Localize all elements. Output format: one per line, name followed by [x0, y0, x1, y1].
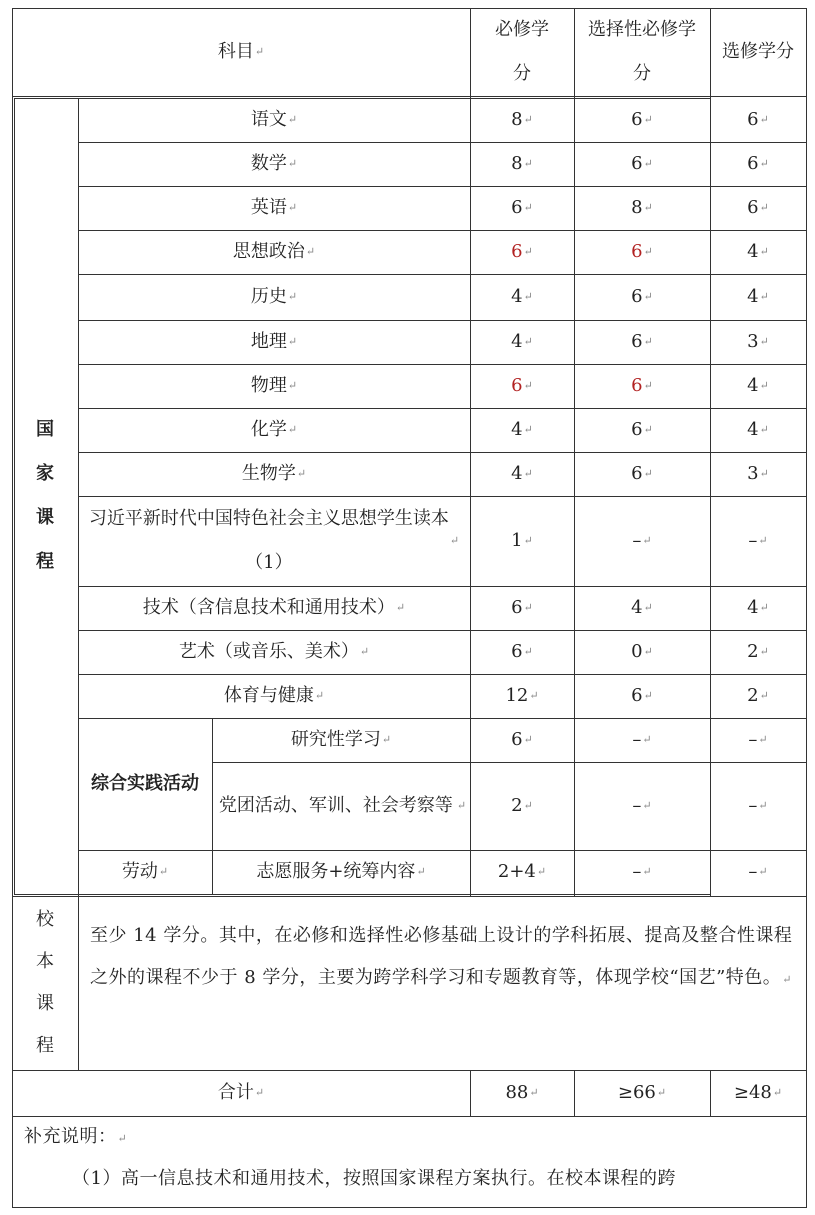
- subject-cell: 体育与健康 ↵: [223, 685, 325, 706]
- required-credit-cell: 6 ↵: [511, 729, 533, 750]
- subject-cell: 思想政治 ↵: [232, 241, 316, 262]
- required-credit-cell: 4 ↵: [511, 463, 533, 484]
- grid-line: [710, 8, 711, 896]
- elective-credit-cell: 6 ↵: [747, 109, 769, 130]
- required-credit-cell: 6 ↵: [511, 241, 533, 262]
- elective-credit-cell: 4 ↵: [747, 597, 769, 618]
- grid-line: [78, 586, 806, 587]
- subject-cell: 数学 ↵: [250, 153, 298, 174]
- grid-line: [78, 674, 806, 675]
- elective-required-credit-cell: – ↵: [632, 861, 652, 882]
- subject-cell: 党团活动、军训、社会考察等 ↵: [218, 795, 467, 816]
- grid-line: [78, 186, 806, 187]
- grid-line: [78, 850, 806, 851]
- grid-line: [212, 762, 806, 763]
- elective-credit-cell: 3 ↵: [747, 331, 769, 352]
- school-curriculum-text: 至少 14 学分。其中，在必修和选择性必修基础上设计的学科拓展、提高及整合性课程之外的课程不少于 8 学分，主要为跨学科学习和专题教育等，体现学校“国艺”特色。↵: [90, 925, 793, 988]
- school-curriculum-label: 校本课程: [36, 909, 54, 1056]
- elective-required-credit-cell: 6 ↵: [631, 286, 653, 307]
- header-elective: 选修学分: [722, 41, 794, 62]
- grid-line: [14, 98, 15, 894]
- grid-line: [78, 142, 806, 143]
- total-elective: ≥48 ↵: [733, 1082, 783, 1103]
- subject-cell: 艺术（或音乐、美术） ↵: [178, 641, 370, 662]
- total-elective-required: ≥66 ↵: [617, 1082, 667, 1103]
- elective-required-credit-cell: – ↵: [632, 530, 652, 551]
- elective-credit-cell: 2 ↵: [747, 685, 769, 706]
- subject-cell: 习近平新时代中国特色社会主义思想学生读本（1） ↵: [88, 508, 460, 573]
- grid-line: [710, 1070, 711, 1116]
- grid-line: [78, 496, 806, 497]
- required-credit-cell: 6 ↵: [511, 197, 533, 218]
- required-credit-cell: 4 ↵: [511, 331, 533, 352]
- required-credit-cell: 2 ↵: [511, 795, 533, 816]
- elective-credit-cell: – ↵: [748, 795, 768, 816]
- subject-cell: 英语 ↵: [250, 197, 298, 218]
- elective-required-credit-cell: 6 ↵: [631, 331, 653, 352]
- grid-line: [470, 1070, 471, 1116]
- practice-activity-label: 综合实践活动: [91, 773, 199, 794]
- elective-required-credit-cell: 6 ↵: [631, 419, 653, 440]
- grid-line: [78, 452, 806, 453]
- elective-credit-cell: – ↵: [748, 530, 768, 551]
- elective-required-credit-cell: 0 ↵: [631, 641, 653, 662]
- header-elective-required: 选择性必修学分: [588, 19, 696, 84]
- grid-line: [14, 98, 710, 99]
- grid-line: [12, 1070, 806, 1071]
- grid-line: [470, 8, 471, 896]
- header-subject: 科目 ↵: [217, 41, 265, 62]
- elective-credit-cell: – ↵: [748, 861, 768, 882]
- elective-credit-cell: 6 ↵: [747, 153, 769, 174]
- total-required: 88 ↵: [505, 1082, 539, 1103]
- grid-line: [78, 718, 806, 719]
- subject-cell: 语文 ↵: [250, 109, 298, 130]
- elective-credit-cell: 4 ↵: [747, 286, 769, 307]
- required-credit-cell: 6 ↵: [511, 641, 533, 662]
- grid-line: [78, 408, 806, 409]
- grid-line: [574, 1070, 575, 1116]
- grid-line: [78, 630, 806, 631]
- grid-line: [78, 230, 806, 231]
- grid-line: [78, 364, 806, 365]
- grid-line: [12, 896, 806, 897]
- subject-cell: 研究性学习 ↵: [290, 729, 392, 750]
- elective-credit-cell: 4 ↵: [747, 375, 769, 396]
- grid-line: [12, 8, 13, 1208]
- elective-required-credit-cell: 6 ↵: [631, 685, 653, 706]
- subject-cell: 生物学 ↵: [241, 463, 307, 484]
- header-required: 必修学分: [495, 19, 549, 84]
- required-credit-cell: 6 ↵: [511, 597, 533, 618]
- subject-cell: 化学 ↵: [250, 419, 298, 440]
- grid-line: [78, 320, 806, 321]
- required-credit-cell: 1 ↵: [511, 530, 533, 551]
- grid-line: [12, 96, 806, 97]
- elective-required-credit-cell: – ↵: [632, 795, 652, 816]
- grid-line: [212, 718, 213, 894]
- elective-credit-cell: 3 ↵: [747, 463, 769, 484]
- notes-line-1: （1）高一信息技术和通用技术，按照国家课程方案执行。在校本课程的跨: [72, 1168, 676, 1189]
- required-credit-cell: 6 ↵: [511, 375, 533, 396]
- grid-line: [78, 274, 806, 275]
- grid-line: [806, 8, 807, 1208]
- elective-required-credit-cell: 6 ↵: [631, 375, 653, 396]
- elective-required-credit-cell: 6 ↵: [631, 241, 653, 262]
- labor-label: 劳动 ↵: [121, 861, 169, 882]
- elective-credit-cell: 4 ↵: [747, 419, 769, 440]
- elective-required-credit-cell: 4 ↵: [631, 597, 653, 618]
- subject-cell: 地理 ↵: [250, 331, 298, 352]
- subject-cell: 志愿服务+统筹内容 ↵: [256, 861, 426, 882]
- elective-required-credit-cell: 6 ↵: [631, 109, 653, 130]
- subject-cell: 物理 ↵: [250, 375, 298, 396]
- subject-cell: 技术（含信息技术和通用技术） ↵: [142, 597, 406, 618]
- elective-required-credit-cell: – ↵: [632, 729, 652, 750]
- required-credit-cell: 8 ↵: [511, 153, 533, 174]
- grid-line: [12, 1207, 806, 1208]
- elective-required-credit-cell: 6 ↵: [631, 463, 653, 484]
- total-label: 合计 ↵: [217, 1082, 265, 1103]
- required-credit-cell: 8 ↵: [511, 109, 533, 130]
- elective-credit-cell: – ↵: [748, 729, 768, 750]
- required-credit-cell: 2+4 ↵: [497, 861, 547, 882]
- grid-line: [78, 98, 79, 1070]
- elective-credit-cell: 6 ↵: [747, 197, 769, 218]
- required-credit-cell: 4 ↵: [511, 286, 533, 307]
- grid-line: [12, 1116, 806, 1117]
- notes-title: 补充说明：↵: [24, 1126, 128, 1147]
- elective-credit-cell: 2 ↵: [747, 641, 769, 662]
- national-curriculum-label: 国家课程: [36, 419, 54, 572]
- required-credit-cell: 4 ↵: [511, 419, 533, 440]
- grid-line: [12, 8, 806, 9]
- required-credit-cell: 12 ↵: [505, 685, 539, 706]
- grid-line: [14, 894, 710, 895]
- elective-required-credit-cell: 8 ↵: [631, 197, 653, 218]
- elective-credit-cell: 4 ↵: [747, 241, 769, 262]
- elective-required-credit-cell: 6 ↵: [631, 153, 653, 174]
- subject-cell: 历史 ↵: [250, 286, 298, 307]
- grid-line: [574, 8, 575, 896]
